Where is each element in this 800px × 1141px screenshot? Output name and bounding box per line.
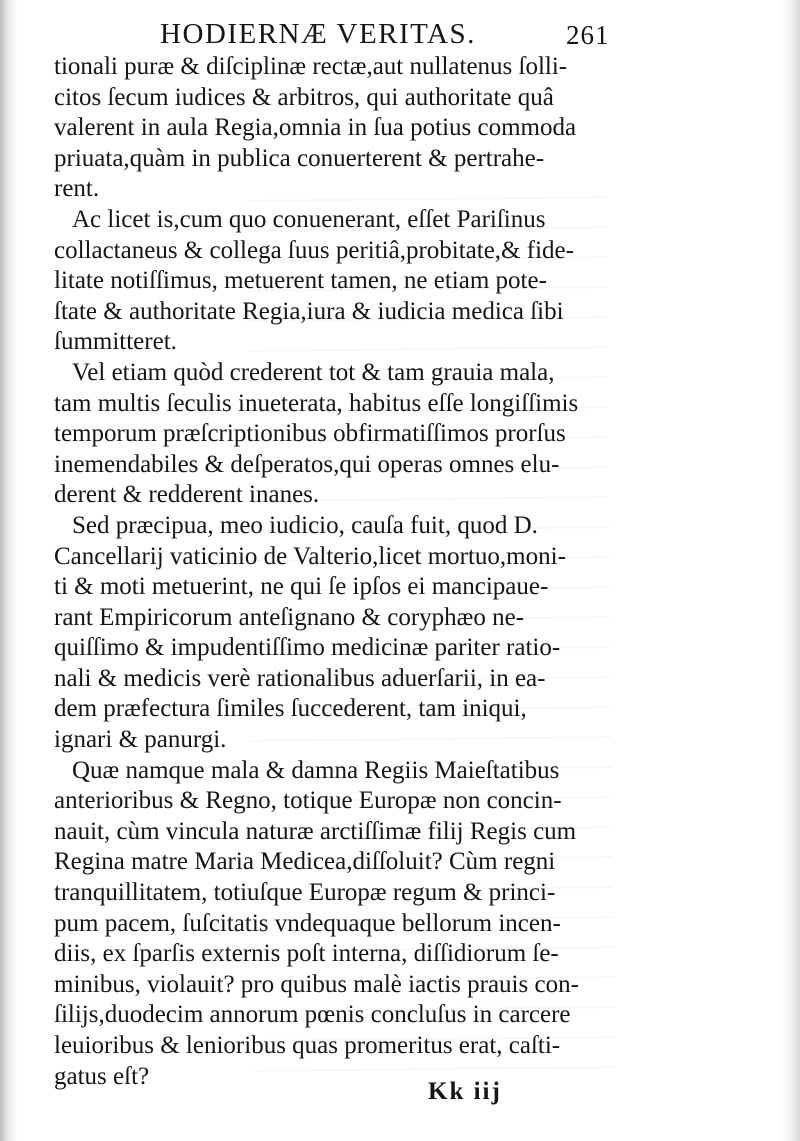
paragraph-start-line: Ac licet is,cum quo conuenerant, eſſet Pariſinus bbox=[72, 205, 546, 233]
text-line: rant Empiricorum anteſignano & coryphæo ne- bbox=[54, 603, 525, 631]
text-line: diis, ex ſparſis externis poſt interna, diſſidiorum ſe- bbox=[54, 940, 559, 968]
text-line: tionali puræ & diſciplinæ rectæ,aut nullatenus ſolli- bbox=[54, 53, 568, 80]
text-line: nali & medicis verè rationalibus aduerſarii, in ea- bbox=[54, 664, 546, 692]
text-line: pum pacem, ſuſcitatis vndequaque bellorum incen- bbox=[54, 909, 561, 937]
text-line: leuioribus & lenioribus quas promeritus erat, caſti- bbox=[54, 1032, 561, 1059]
text-line: valerent in aula Regia,omnia in ſua potius commoda bbox=[54, 114, 577, 142]
text-line: quiſſimo & impudentiſſimo medicinæ pariter ratio- bbox=[54, 634, 561, 662]
text-line: ſilijs,duodecim annorum pœnis concluſus in carcere bbox=[54, 1001, 571, 1029]
text-line: citos ſecum iudices & arbitros, qui authoritate quâ bbox=[54, 83, 554, 111]
paragraph-start-line: Sed præcipua, meo iudicio, cauſa fuit, quod D. bbox=[72, 511, 538, 539]
text-line: temporum præſcriptionibus obfirmatiſſimos prorſus bbox=[54, 420, 566, 448]
text-line: priuata,quàm in publica conuerterent & pertrahe- bbox=[54, 144, 545, 172]
text-line: anterioribus & Regno, totique Europæ non concin- bbox=[54, 787, 562, 815]
running-head bbox=[0, 14, 800, 54]
running-head-title: HODIERNÆ VERITAS. bbox=[160, 18, 476, 50]
text-line: collactaneus & collega ſuus peritiâ,probitate,& fide- bbox=[54, 236, 574, 264]
signature-mark-area bbox=[0, 1078, 800, 1112]
text-line: gatus eſt? bbox=[54, 1062, 150, 1090]
text-line: Regina matre Maria Medicea,diſſoluit? Cùm regni bbox=[54, 848, 556, 876]
main-text bbox=[54, 52, 624, 1092]
text-line: dem præfectura ſimiles ſuccederent, tam iniqui, bbox=[54, 695, 527, 723]
paragraph-start-line: Vel etiam quòd crederent tot & tam grauia mala, bbox=[72, 358, 555, 386]
signature-mark: Kk iij bbox=[428, 1078, 502, 1105]
text-line: ti & moti metuerint, ne qui ſe ipſos ei mancipaue- bbox=[54, 573, 549, 601]
text-line: minibus, violauit? pro quibus malè iactis prauis con- bbox=[54, 970, 579, 998]
text-line: nauit, cùm vincula naturæ arctiſſimæ filij Regis cum bbox=[54, 817, 577, 845]
paragraph-start-line: Quæ namque mala & damna Regiis Maieſtatibus bbox=[72, 756, 560, 784]
text-line: tam multis ſeculis inueterata, habitus eſſe longiſſimis bbox=[54, 389, 579, 417]
text-line: ignari & panurgi. bbox=[54, 726, 227, 754]
text-line: litate notiſſimus, metuerent tamen, ne etiam pote- bbox=[54, 267, 547, 295]
text-line: Cancellarij vaticinio de Valterio,licet mortuo,moni- bbox=[54, 542, 566, 570]
text-line: derent & redderent inanes. bbox=[54, 481, 320, 509]
text-line: inemendabiles & deſperatos,qui operas omnes elu- bbox=[54, 450, 560, 478]
text-line: tranquillitatem, totiuſque Europæ regum & princi- bbox=[54, 879, 556, 907]
text-line: rent. bbox=[54, 175, 100, 203]
text-line: ſtate & authoritate Regia,iura & iudicia medica ſibi bbox=[54, 297, 564, 325]
text-line: ſummitteret. bbox=[54, 328, 177, 356]
page-number: 261 bbox=[566, 20, 610, 50]
